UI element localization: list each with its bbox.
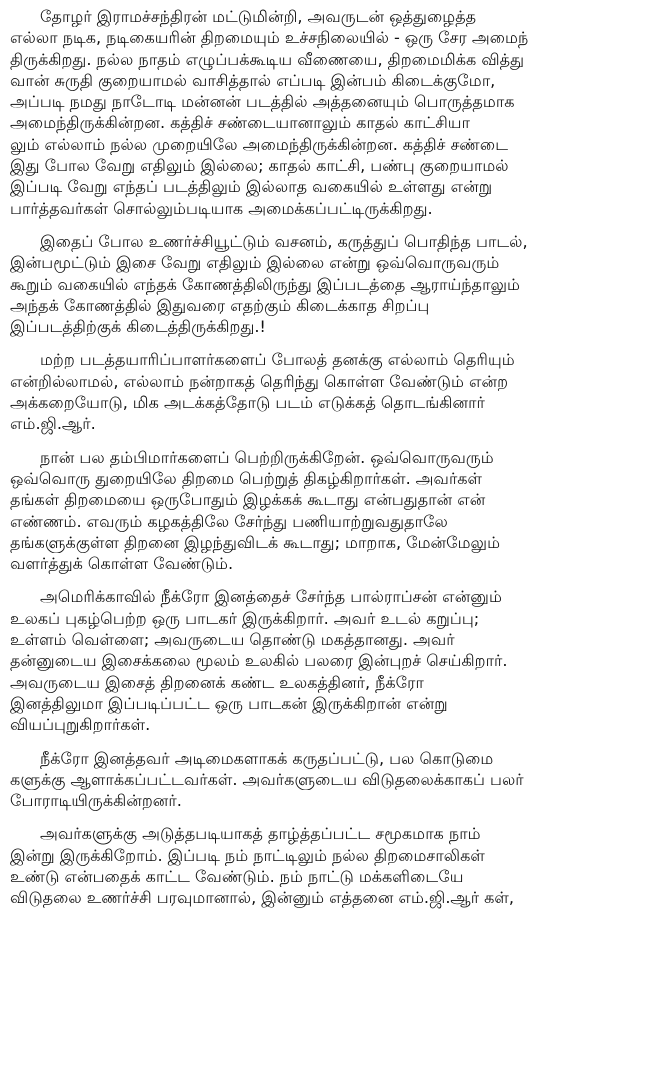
text-line: பார்த்தவர்கள் சொல்லும்படியாக அமைக்கப்பட்டிருக்கிறது. (10, 198, 433, 218)
text-line: கூறும் வகையில் எந்தக் கோணத்திலிருந்து இப்படத்தை ஆராய்ந்தாலும் (10, 274, 520, 294)
text-line: அவர்களுக்கு அடுத்தபடியாகத் தாழ்த்தப்பட்ட சமூகமாக நாம் (40, 824, 481, 844)
text-line: இன்பமூட்டும் இசை வேறு எதிலும் இல்லை என்று ஒவ்வொருவரும் (10, 253, 500, 273)
text-line: அமெரிக்காவில் நீக்ரோ இனத்தைச் சேர்ந்த பால்ராப்சன் என்னும் (40, 587, 502, 607)
text-line: லும் எல்லாம் நல்ல முறையிலே அமைந்திருக்கின்றன. கத்திச் சண்டை (10, 134, 509, 154)
paragraph-7 (10, 823, 656, 908)
text-line: அமைந்திருக்கின்றன. கத்திச் சண்டையானாலும் காதல் காட்சியா (10, 113, 471, 133)
paragraph-4 (10, 447, 656, 575)
text-line: என்றில்லாமல், எல்லாம் நன்றாகத் தெரிந்து கொள்ள வேண்டும் என்ற (10, 371, 509, 391)
text-line: இன்று இருக்கிறோம். இப்படி நம் நாட்டிலும் நல்ல திறமைசாலிகள் (10, 845, 485, 865)
text-line: விடுதலை உணர்ச்சி பரவுமானால், இன்னும் எத்தனை எம்.ஜி.ஆர் கள், (10, 888, 514, 908)
text-line: இனத்திலுமா இப்படிப்பட்ட ஒரு பாடகன் இருக்கிறான் என்று (10, 693, 448, 713)
text-line: எல்லா நடிக, நடிகையரின் திறமையும் உச்சநிலையில் - ஒரு சேர அமைந் (10, 28, 529, 48)
text-line: நான் பல தம்பிமார்களைப் பெற்றிருக்கிறேன். ஒவ்வொருவரும் (40, 447, 494, 467)
text-line: தங்கள் திறமையை ஒருபோதும் இழக்கக் கூடாது என்பதுதான் என் (10, 490, 486, 510)
text-line: எண்ணம். எவரும் கழகத்திலே சேர்ந்து பணியாற்றுவதுதாலே (10, 511, 448, 531)
text-line: போராடியிருக்கின்றனர். (10, 791, 182, 811)
text-line: உண்டு என்பதைக் காட்ட வேண்டும். நம் நாட்டு மக்களிடையே (10, 866, 464, 886)
text-line: திருக்கிறது. நல்ல நாதம் எழுப்பக்கூடிய வீணையை, திறமைமிக்க வித்து (10, 49, 525, 69)
text-line: அக்கறையோடு, மிக அடக்கத்தோடு படம் எடுக்கத் தொடங்கினார் (10, 393, 485, 413)
text-line: அவருடைய இசைத் திறனைக் கண்ட உலகத்தினர், நீக்ரோ (10, 672, 424, 692)
text-line: தன்னுடைய இசைக்கலை மூலம் உலகில் பலரை இன்புறச் செய்கிறார். (10, 651, 508, 671)
text-line: மற்ற படத்தயாரிப்பாளர்களைப் போலத் தனக்கு எல்லாம் தெரியும் (40, 350, 515, 370)
text-line: நீக்ரோ இனத்தவர் அடிமைகளாகக் கருதப்பட்டு, பல கொடுமை (40, 748, 494, 768)
text-line: ஒவ்வொரு துறையிலே திறமை பெற்றுத் திகழ்கிறார்கள். அவர்கள் (10, 468, 483, 488)
paragraph-6 (10, 748, 656, 812)
text-line: இப்படத்திற்குக் கிடைத்திருக்கிறது.! (10, 317, 266, 337)
text-line: களுக்கு ஆளாக்கப்பட்டவர்கள். அவர்களுடைய விடுதலைக்காகப் பலர் (10, 769, 524, 789)
text-line: வியப்புறுகிறார்கள். (10, 715, 151, 735)
text-line: இதைப் போல உணர்ச்சியூட்டும் வசனம், கருத்துப் பொதிந்த பாடல், (40, 231, 528, 251)
text-line: உலகப் புகழ்பெற்ற ஒரு பாடகர் இருக்கிறார். அவர் உடல் கறுப்பு; (10, 608, 480, 628)
paragraph-5 (10, 586, 656, 735)
text-line: வளர்த்துக் கொள்ள வேண்டும். (10, 554, 234, 574)
text-line: எம்.ஜி.ஆர். (10, 414, 96, 434)
text-line: அந்தக் கோணத்தில் இதுவரை எதற்கும் கிடைக்காத சிறப்பு (10, 295, 430, 315)
text-line: தங்களுக்குள்ள திறனை இழந்துவிடக் கூடாது; மாறாக, மேன்மேலும் (10, 532, 501, 552)
text-line: தோழர் இராமச்சந்திரன் மட்டுமின்றி, அவருடன் ஒத்துழைத்த (40, 7, 477, 26)
paragraph-2 (10, 231, 656, 337)
paragraph-3 (10, 349, 656, 434)
text-line: இப்படி வேறு எந்தப் படத்திலும் இல்லாத வகையில் உள்ளது என்று (10, 177, 493, 197)
text-line: அப்படி நமது நாடோடி மன்னன் படத்தில் அத்தனையும் பொருத்தமாக (10, 92, 515, 112)
paragraph-1 (10, 6, 656, 219)
text-line: இது போல வேறு எதிலும் இல்லை; காதல் காட்சி, பண்பு குறையாமல் (10, 156, 509, 176)
text-line: வான் சுருதி குறையாமல் வாசித்தால் எப்படி இன்பம் கிடைக்குமோ, (10, 70, 496, 90)
text-line: உள்ளம் வெள்ளை; அவருடைய தொண்டு மகத்தானது. அவர் (10, 630, 455, 650)
